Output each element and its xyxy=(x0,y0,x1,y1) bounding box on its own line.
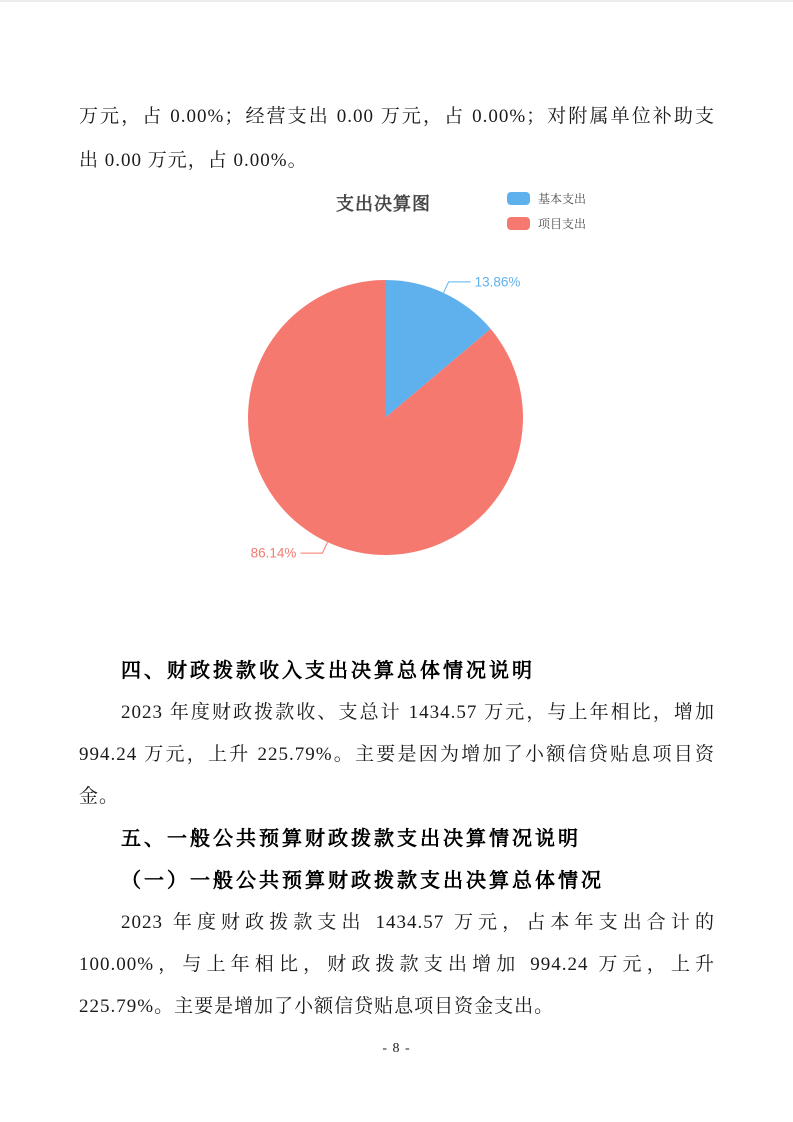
page-top-border xyxy=(0,0,793,2)
text-line: 2023 年度财政拨款收、支总计 1434.57 万元，与上年相比，增加 xyxy=(121,702,715,723)
text-line: 225.79%。主要是增加了小额信贷贴息项目资金支出。 xyxy=(79,996,555,1017)
pie-svg xyxy=(228,248,558,578)
page-number: - 8 - xyxy=(382,1041,411,1056)
sections-text xyxy=(79,650,715,1028)
legend-item-label: 项目支出 xyxy=(538,217,587,231)
section-heading-4: 四、财政拨款收入支出决算总体情况说明 xyxy=(121,660,535,682)
text-line: 994.24 万元，上升 225.79%。主要是因为增加了小额信贷贴息项目资 xyxy=(79,744,715,765)
section-heading-5: 五、一般公共预算财政拨款支出决算情况说明 xyxy=(121,828,581,850)
paragraph-intro xyxy=(79,95,715,183)
chart-title: 支出决算图 xyxy=(336,194,431,214)
text-line: 100.00%，与上年相比，财政拨款支出增加 994.24 万元，上升 xyxy=(79,954,715,975)
pie-label-project-expenditure: 86.14% xyxy=(250,545,297,561)
legend-item-project-expenditure xyxy=(507,217,586,230)
pie-label-line-project-expenditure xyxy=(300,542,327,553)
subsection-heading-5-1: （一）一般公共预算财政拨款支出决算总体情况 xyxy=(121,870,604,892)
text-line: 万元，占 0.00%；经营支出 0.00 万元，占 0.00%；对附属单位补助支 xyxy=(79,106,715,127)
legend-item-label: 基本支出 xyxy=(538,192,587,206)
legend-item-basic-expenditure xyxy=(507,192,586,205)
chart-legend xyxy=(507,192,586,242)
legend-color-swatch xyxy=(507,192,530,205)
text-line: 2023 年度财政拨款支出 1434.57 万元，占本年支出合计的 xyxy=(121,912,715,933)
text-line: 金。 xyxy=(79,786,120,807)
pie-label-line-basic-expenditure xyxy=(444,282,471,293)
pie-label-basic-expenditure: 13.86% xyxy=(474,274,521,290)
legend-color-swatch xyxy=(507,217,530,230)
text-line: 出 0.00 万元，占 0.00%。 xyxy=(79,150,308,171)
